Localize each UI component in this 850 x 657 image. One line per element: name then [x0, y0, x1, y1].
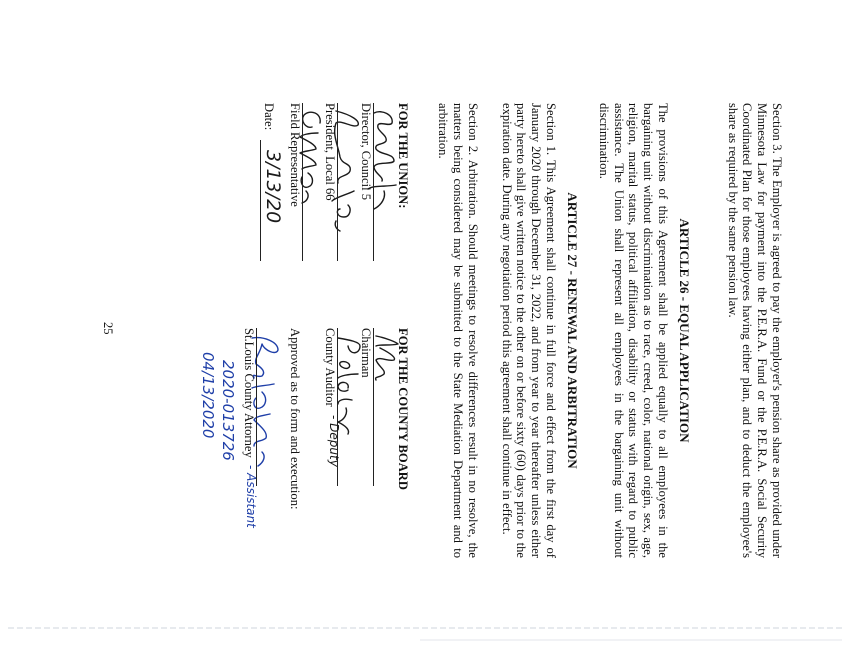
chairman-signature-line [373, 328, 374, 486]
county-heading: FOR THE COUNTY BOARD [396, 328, 410, 490]
president-signature-line [337, 103, 338, 261]
union-heading: FOR THE UNION: [396, 103, 410, 209]
article-27-heading: ARTICLE 27 - RENEWAL AND ARBITRATION [565, 192, 580, 469]
stamp-date: 04/13/2020 [199, 352, 217, 439]
stamp-number: 2020-013726 [219, 360, 237, 461]
date-value: 3/13/20 [262, 150, 284, 224]
director-title: Director, Council 5 [359, 103, 373, 201]
chairman-title: Chairman [359, 328, 373, 378]
field-rep-signature-line [302, 103, 303, 261]
county-attorney-annotation: - Assistant [244, 465, 258, 528]
field-rep-title: Field Representative [288, 103, 302, 207]
article-26-body: The provisions of this Agreement shall be applied equally to all employees in the bargaining unit without discrimination as to race, creed, color, national origin, sex, age, religion, marital status, political affiliation, disability or status with regard to public assistance. The Union shall represent all employees in the bargaining unit without discrimination. [596, 103, 670, 558]
section-3-paragraph: Section 3. The Employer is agreed to pay the employer's pension share as provided under Minnesota Law for payment into the P.E.R.A. Fund or the P.E.R.A. Social Security Coordinated Plan for those employees having either plan, and to deduct the employee's share as required by the same pension law. [725, 103, 784, 558]
county-attorney-title: St.Louis County Attorney [242, 328, 256, 458]
county-auditor-title: County Auditor [323, 328, 337, 407]
county-auditor-annotation: - Deputy [327, 415, 341, 467]
article-27-section-1: Section 1. This Agreement shall continue in full force and effect from the first day of January 2020 through December 31, 2022, and from year to year thereafter unless either party hereto shall give written notice to the other on or before sixty (60) days prior to the expiration date. During any negotiation period this agreement shall continue in effect. [499, 103, 558, 558]
article-27-section-2: Section 2. Arbitration. Should meetings to resolve differences result in no resolve, the matters being considered may be submitted to the State Mediation Department and to arbitration. [436, 103, 480, 558]
approved-label: Approved as to form and execution: [288, 328, 302, 510]
county-attorney-signature-line [256, 328, 257, 486]
director-signature-line [373, 103, 374, 261]
page-number: 25 [101, 322, 115, 335]
date-label: Date: [262, 103, 276, 131]
chairman-signature [370, 330, 404, 390]
article-26-heading: ARTICLE 26 - EQUAL APPLICATION [677, 218, 692, 443]
president-title: President, Local 66 [323, 103, 337, 201]
date-line [260, 140, 261, 261]
